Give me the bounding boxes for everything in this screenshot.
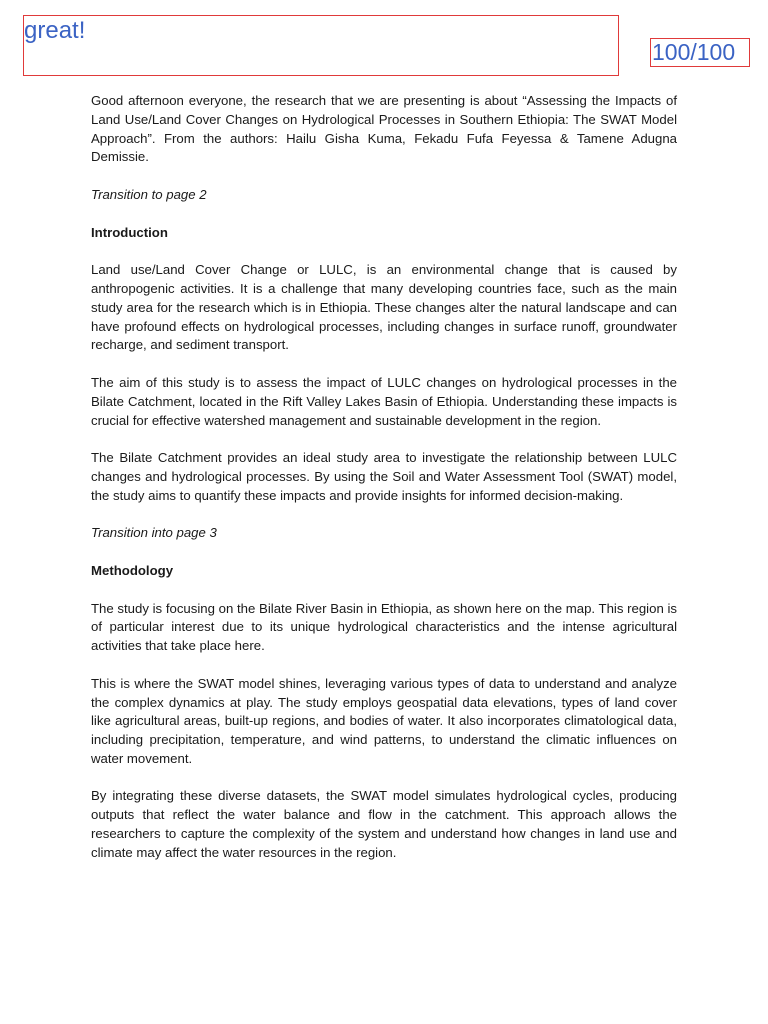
aim-paragraph: The aim of this study is to assess the impact of LULC changes on hydrological processes in the Bilate Catchment, located in the Rift Valley Lakes Basin of Ethiopia. Understanding these impacts is crucial for effective watershed management and sustainable development in the region. xyxy=(91,374,677,428)
document-body xyxy=(91,92,677,881)
methodology-paragraph: The study is focusing on the Bilate River Basin in Ethiopia, as shown here on the map. This region is of particular interest due to its unique hydrological characteristics and the intense agricultural activities that take place here. xyxy=(91,600,677,654)
introduction-paragraph: Land use/Land Cover Change or LULC, is an environmental change that is caused by anthropogenic activities. It is a challenge that many developing countries face, such as the main study area for the research which is in Ethiopia. These changes alter the natural landscape and can have profound effects on hydrological processes, including changes in surface runoff, groundwater recharge, and sediment transport. xyxy=(91,262,677,353)
swat-data-paragraph: This is where the SWAT model shines, leveraging various types of data to understand and analyze the complex dynamics at play. The study employs geospatial data elevations, types of land cover like agricultural areas, built-up regions, and bodies of water. It also incorporates climatological data, including precipitation, temperature, and wind patterns, to understand the climatic influences on water movement. xyxy=(91,675,677,766)
section-heading-introduction: Introduction xyxy=(91,224,168,240)
score-annotation-box[interactable] xyxy=(650,38,750,67)
intro-paragraph: Good afternoon everyone, the research that we are presenting is about “Assessing the Impacts of Land Use/Land Cover Changes on Hydrological Processes in Southern Ethiopia: The SWAT Model Approach”. From the authors: Hailu Gisha Kuma, Fekadu Fufa Feyessa & Tamene Adugna Demissie. xyxy=(91,93,677,165)
study-area-paragraph: The Bilate Catchment provides an ideal study area to investigate the relationship between LULC changes and hydrological processes. By using the Soil and Water Assessment Tool (SWAT) model, the study aims to quantify these impacts and provide insights for informed decision-making. xyxy=(91,450,677,503)
section-heading-methodology: Methodology xyxy=(91,562,174,578)
transition-note: Transition into page 3 xyxy=(91,525,217,541)
comment-annotation-box[interactable] xyxy=(23,15,619,76)
comment-annotation-text: great! xyxy=(24,17,86,44)
score-annotation-text: 100/100 xyxy=(652,39,736,65)
integration-paragraph: By integrating these diverse datasets, the SWAT model simulates hydrological cycles, producing outputs that reflect the water balance and flow in the catchment. This approach allows the researchers to capture the complexity of the system and understand how changes in land use and climate may affect the water resources in the region. xyxy=(91,788,677,860)
transition-note: Transition to page 2 xyxy=(91,186,207,202)
